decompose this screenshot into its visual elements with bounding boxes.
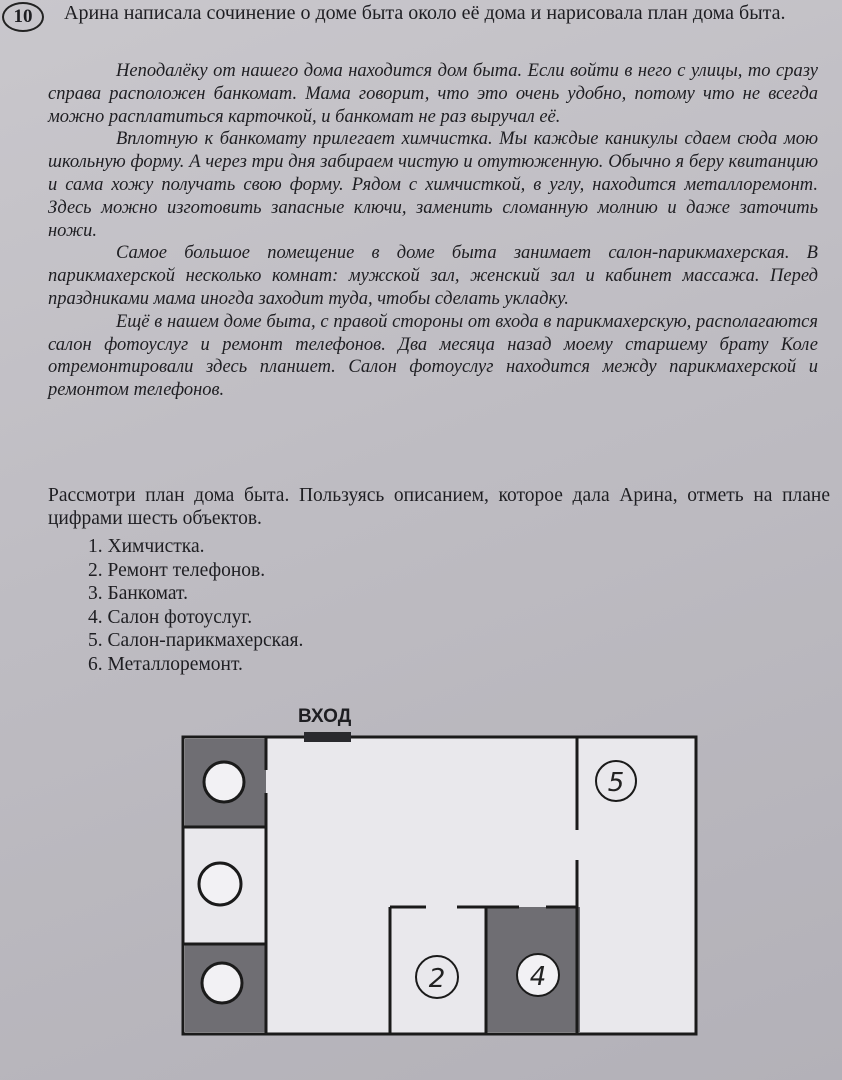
answer-circle-empty[interactable] (202, 963, 242, 1003)
task-instruction: Рассмотри план дома быта. Пользуясь описанием, которое дала Арина, отметь на плане цифрами шесть объектов. (48, 485, 830, 529)
answer-circle-empty[interactable] (199, 863, 241, 905)
task-number: 10 (2, 2, 44, 32)
list-item-photo-salon: 4. Салон фотоуслуг. (88, 606, 253, 628)
list-item-atm: 3. Банкомат. (88, 583, 188, 605)
handwritten-mark-4: 4 (529, 962, 547, 992)
story-paragraph-3: Самое большое помещение в доме быта занимает салон-парикмахерская. В парикмахерской несколько комнат: мужской зал, женский зал и кабинет массажа. Перед праздниками мама иногда заходит туда, чтобы сделать укладку. (48, 243, 818, 309)
entrance-label: ВХОД (298, 706, 352, 727)
task-intro: Арина написала сочинение о доме быта около её дома и нарисовала план дома быта. (64, 2, 786, 24)
handwritten-mark-2: 2 (428, 964, 446, 994)
list-item-metal-repair: 6. Металлоремонт. (88, 653, 243, 675)
answer-circle-empty[interactable] (204, 762, 244, 802)
entrance-door (304, 732, 351, 742)
list-item-phone-repair: 2. Ремонт телефонов. (88, 559, 266, 581)
list-item-dry-cleaning: 1. Химчистка. (88, 536, 205, 557)
story-paragraph-2: Вплотную к банкомату прилегает химчистка. Мы каждые каникулы сдаем сюда мою школьную форму. А через три дня забираем чистую и отутюженную. Обычно я беру квитанцию и сама хожу получать свою форму. Рядом с химчисткой, в углу, находится металлоремонт. Здесь можно изготовить запасные ключи, заменить сломанную молнию и даже заточить ножи. (48, 129, 818, 241)
handwritten-mark-5: 5 (607, 768, 625, 798)
story-paragraph-1: Неподалёку от нашего дома находится дом быта. Если войти в него с улицы, то сразу справа расположен банкомат. Мама говорит, что это очень удобно, потому что не всегда можно расплатиться карточкой, и банкомат не раз выручал её. (48, 61, 818, 127)
story-paragraph-4: Ещё в нашем доме быта, с правой стороны от входа в парикмахерскую, располагаются салон фотоуслуг и ремонт телефонов. Два месяца назад моему старшему брату Коле отремонтировали здесь планшет. Салон фотоуслуг находится между парикмахерской и ремонтом телефонов. (48, 311, 818, 401)
list-item-hair-salon: 5. Салон-парикмахерская. (88, 630, 304, 652)
